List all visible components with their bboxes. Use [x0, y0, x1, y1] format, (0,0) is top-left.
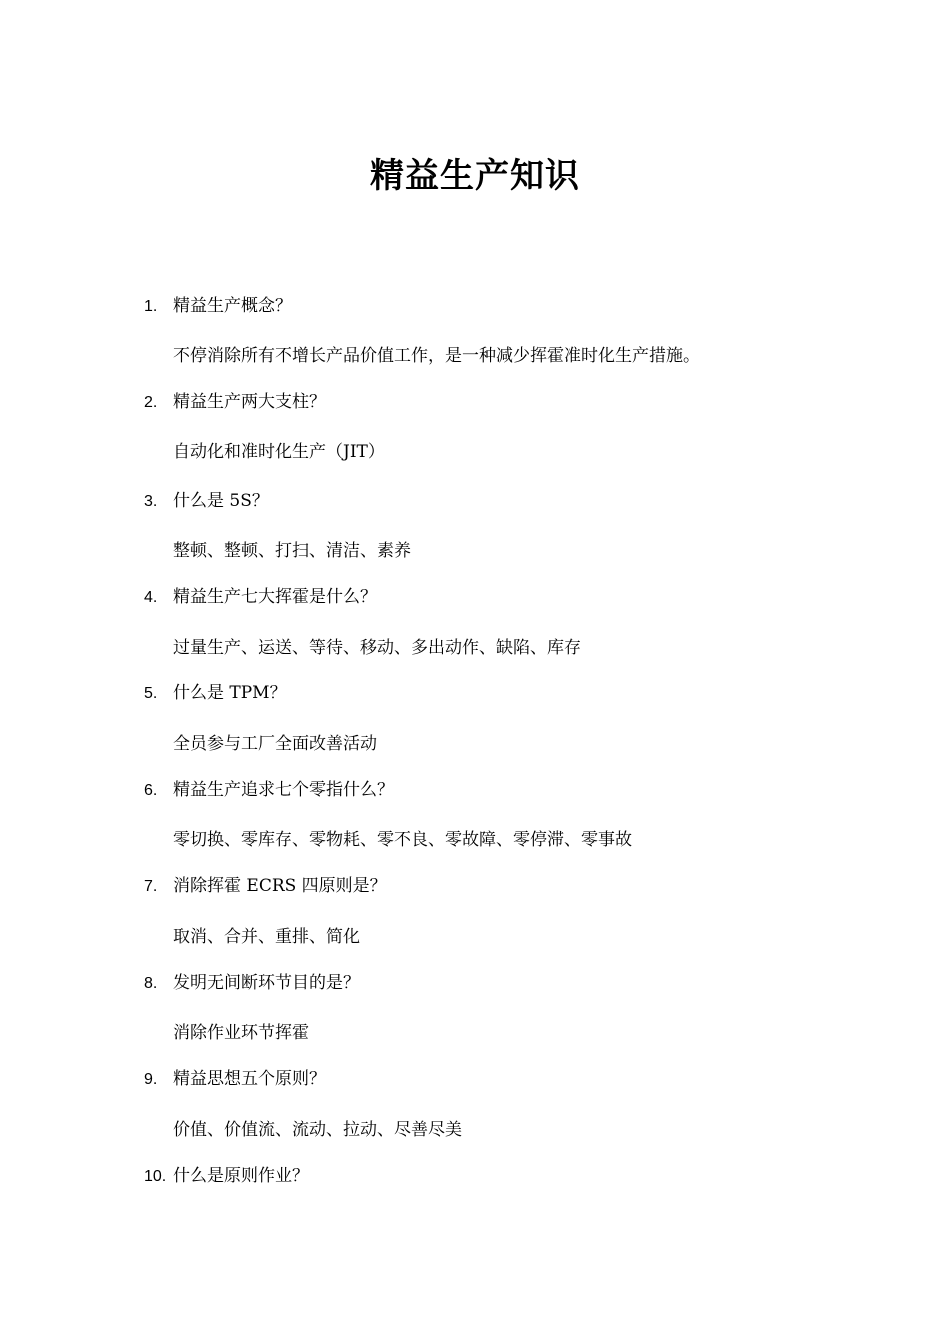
answer-text: 价值、价值流、流动、拉动、尽善尽美: [173, 1120, 462, 1140]
item-number: 9.: [144, 1071, 158, 1088]
list-item-question: [144, 971, 844, 996]
item-number: 4.: [144, 589, 158, 606]
item-number: 6.: [144, 782, 158, 799]
list-item-question: [144, 1067, 844, 1092]
question-text: 精益生产概念？: [173, 296, 292, 316]
question-text: 什么是原则作业？: [173, 1166, 309, 1186]
list-item-question: [144, 681, 844, 706]
list-item-question: [144, 585, 844, 610]
question-text: 发明无间断环节目的是？: [173, 973, 360, 993]
item-number: 3.: [144, 493, 158, 510]
answer-text: 零切换、零库存、零物耗、零不良、零故障、零停滞、零事故: [173, 830, 632, 850]
answer-text: 消除作业环节挥霍: [173, 1023, 309, 1043]
question-text: 消除挥霍 ECRS 四原则是？: [173, 876, 387, 896]
list-item-question: [144, 390, 844, 415]
answer-text: 自动化和准时化生产（JIT）: [173, 442, 385, 462]
item-number: 2.: [144, 394, 158, 411]
item-number: 7.: [144, 878, 158, 895]
answer-text: 过量生产、运送、等待、移动、多出动作、缺陷、库存: [173, 638, 581, 658]
list-item-question: [144, 874, 844, 899]
list-item-question: [144, 294, 844, 319]
item-number: 10.: [144, 1168, 167, 1185]
answer-text: 取消、合并、重排、简化: [173, 927, 360, 947]
question-text: 什么是 5S？: [173, 491, 269, 511]
answer-text: 全员参与工厂全面改善活动: [173, 734, 377, 754]
list-item-question: [144, 1164, 844, 1189]
list-item-question: [144, 778, 844, 803]
question-text: 精益生产追求七个零指什么？: [173, 780, 394, 800]
question-text: 精益生产七大挥霍是什么？: [173, 587, 377, 607]
question-text: 精益生产两大支柱？: [173, 392, 326, 412]
item-number: 1.: [144, 298, 158, 315]
answer-text: 整顿、整顿、打扫、清洁、素养: [173, 541, 411, 561]
answer-text: 不停消除所有不增长产品价值工作，是一种减少挥霍准时化生产措施。: [173, 346, 700, 366]
question-text: 什么是 TPM？: [173, 683, 287, 703]
item-number: 5.: [144, 685, 158, 702]
question-text: 精益思想五个原则？: [173, 1069, 326, 1089]
item-number: 8.: [144, 975, 158, 992]
document-title: 精益生产知识: [370, 156, 580, 196]
list-item-question: [144, 489, 844, 514]
